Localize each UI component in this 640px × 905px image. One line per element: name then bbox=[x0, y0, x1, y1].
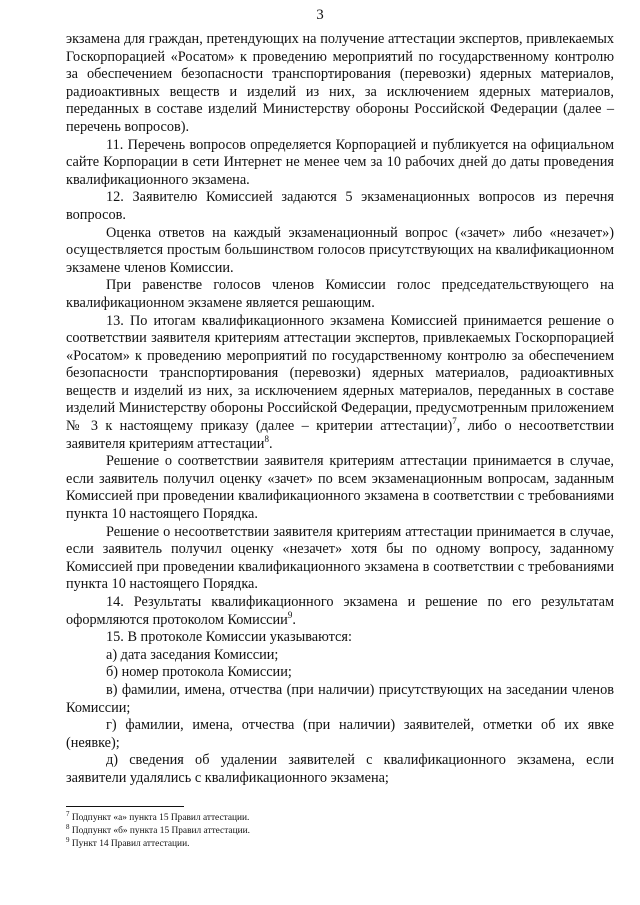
paragraph-item-13-text: 13. По итогам квалификационного экзамена Комиссией принимается решение о соответствии заявителя критериям аттестации экспертов, привлекаемых Госкорпорацией «Росатом» к проведению мероприятий по государственному контролю за обеспечением безопасности транспортирования (перевозки) ядерных материалов, радиоактивных веществ и изделий из них, за исключением ядерных материалов, переданных в составе изделий Министерству обороны Российской Федерации, предусмотренным приложением № 3 к настоящему приказу (далее – критерии аттестации) bbox=[66, 312, 614, 435]
footnote-divider bbox=[66, 806, 184, 807]
footnote-text-7: Подпункт «а» пункта 15 Правил аттестации. bbox=[69, 813, 250, 823]
list-item-d: д) сведения об удалении заявителей с квалификационного экзамена, если заявители удалялись с квалификационного экзамена; bbox=[66, 752, 614, 786]
paragraph-item-13 bbox=[66, 313, 614, 454]
paragraph-item-14-text: 14. Результаты квалификационного экзамена и решение по его результатам оформляются протоколом Комиссии bbox=[66, 594, 614, 628]
paragraph-negative-decision: Решение о несоответствии заявителя критериям аттестации принимается в случае, если заявитель получил оценку «незачет» хотя бы по одному вопросу, заданному Комиссией при проведении квалификационного экзамена в соответствии с требованиями пункта 10 настоящего Порядка. bbox=[66, 523, 614, 593]
footnote-7 bbox=[66, 809, 606, 825]
list-item-a: а) дата заседания Комиссии; bbox=[106, 646, 279, 663]
document-body bbox=[66, 31, 614, 788]
footnote-text-8: Подпункт «б» пункта 15 Правил аттестации. bbox=[69, 826, 250, 836]
paragraph-item-15: 15. В протоколе Комиссии указываются: bbox=[106, 629, 352, 646]
footnote-8 bbox=[66, 822, 606, 838]
list-item-g: г) фамилии, имена, отчества (при наличии) заявителей, отметки об их явке (неявке); bbox=[66, 717, 614, 751]
footnote-ref-9[interactable]: 9 bbox=[287, 609, 293, 620]
paragraph-continuation: экзамена для граждан, претендующих на получение аттестации экспертов, привлекаемых Госкорпорацией «Росатом» к проведению мероприятий по государственному контролю за обеспечением безопасности транспортирования (перевозки) ядерных материалов, радиоактивных веществ и изделий из них, за исключением ядерных материалов, переданных в составе изделий Министерству обороны Российской Федерации (далее – перечень вопросов). bbox=[66, 31, 614, 135]
footnote-ref-7[interactable]: 7 bbox=[452, 416, 457, 427]
paragraph-item-14-end: . bbox=[292, 611, 296, 628]
list-item-b: б) номер протокола Комиссии; bbox=[106, 664, 292, 681]
footnote-ref-8[interactable]: 8 bbox=[264, 433, 269, 444]
paragraph-positive-decision: Решение о соответствии заявителя критериям аттестации принимается в случае, если заявитель получил оценку «зачет» по всем экзаменационным вопросам, заданным Комиссией при проведении квалификационного экзамена в соответствии с требованиями пункта 10 настоящего Порядка. bbox=[66, 453, 614, 523]
page-number: 3 bbox=[316, 7, 324, 23]
footnote-mark-7: 7 bbox=[66, 809, 70, 818]
paragraph-item-14 bbox=[66, 594, 614, 629]
paragraph-item-13-mid: , либо о несоответствии заявителя критериям аттестации bbox=[66, 418, 614, 452]
footnote-9 bbox=[66, 835, 606, 851]
footnote-mark-9: 9 bbox=[66, 835, 70, 844]
paragraph-tie-vote: При равенстве голосов членов Комиссии голос председательствующего на квалификационном экзамене является решающим. bbox=[66, 277, 614, 311]
paragraph-item-12: 12. Заявителю Комиссией задаются 5 экзаменационных вопросов из перечня вопросов. bbox=[66, 189, 614, 223]
footnotes bbox=[66, 809, 606, 851]
paragraph-item-11: 11. Перечень вопросов определяется Корпорацией и публикуется на официальном сайте Корпорации в сети Интернет не менее чем за 10 рабочих дней до даты проведения квалификационного экзамена. bbox=[66, 136, 614, 188]
footnote-text-9: Пункт 14 Правил аттестации. bbox=[69, 839, 190, 849]
list-item-v: в) фамилии, имена, отчества (при наличии) присутствующих на заседании членов Комиссии; bbox=[66, 681, 614, 716]
paragraph-item-13-end: . bbox=[268, 435, 273, 452]
paragraph-evaluation: Оценка ответов на каждый экзаменационный вопрос («зачет» либо «незачет») осуществляется простым большинством голосов присутствующих на квалификационном экзамене членов Комиссии. bbox=[66, 224, 614, 276]
footnote-mark-8: 8 bbox=[66, 822, 70, 831]
